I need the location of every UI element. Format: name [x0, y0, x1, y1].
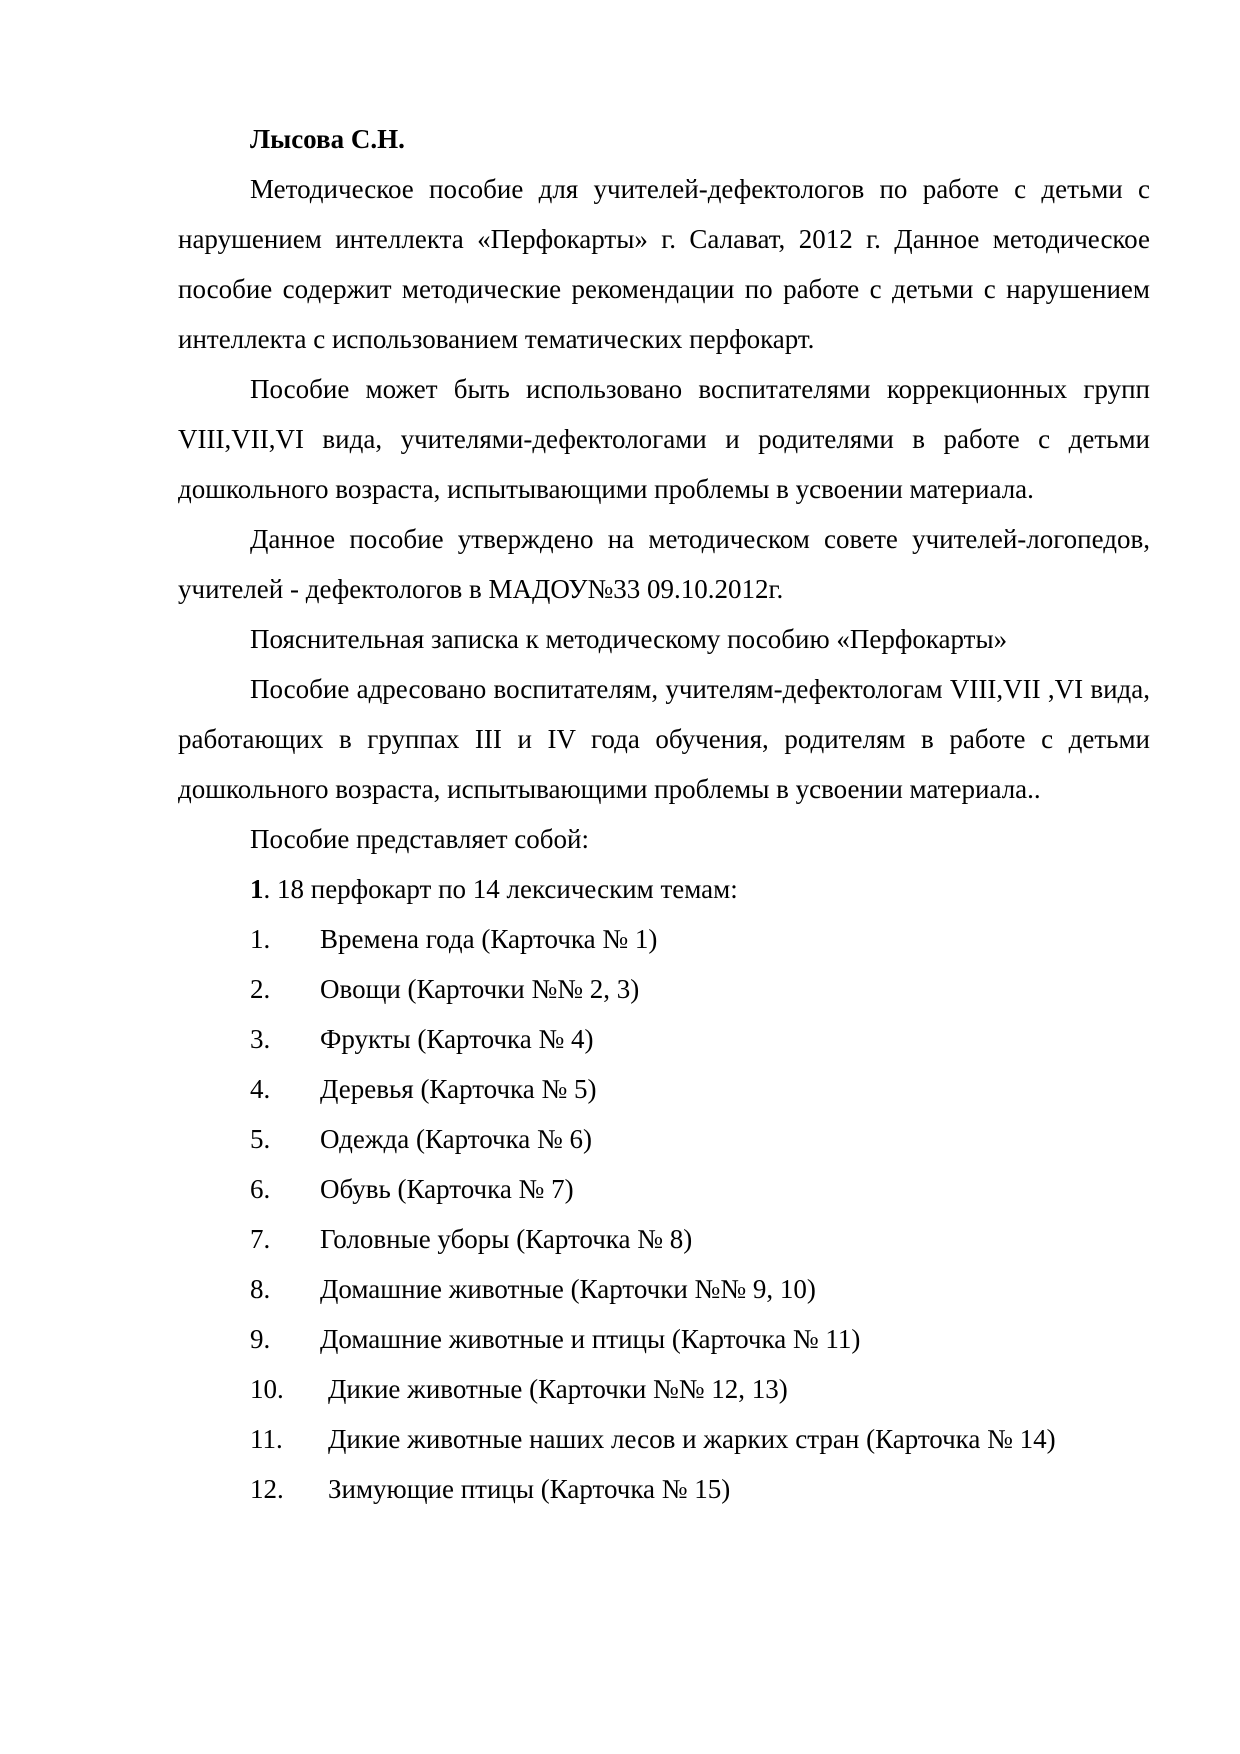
list-item-number: 5.: [250, 1124, 271, 1154]
list-item: [178, 1364, 1150, 1414]
list-item: [178, 964, 1150, 1014]
list-item: [178, 1214, 1150, 1264]
list-item-number: 11.: [250, 1424, 283, 1454]
list-item-number: 1.: [250, 924, 271, 954]
list-item-text: Одежда (Карточка № 6): [320, 1124, 593, 1154]
list-item-text: Фрукты (Карточка № 4): [320, 1024, 594, 1054]
list-item-number: 8.: [250, 1274, 271, 1304]
list-item-number: 2.: [250, 974, 271, 1004]
list-item-number: 9.: [250, 1324, 271, 1354]
list-item-text: Обувь (Карточка № 7): [320, 1174, 574, 1204]
list-item: [178, 1264, 1150, 1314]
list-item: [178, 1164, 1150, 1214]
intro-paragraph: Методическое пособие для учителей-дефектологов по работе с детьми с нарушением интеллекта «Перфокарты» г. Салават, 2012 г. Данное методическое пособие содержит методические рекомендации по работе с детьми с нарушением интеллекта с использованием тематических перфокарт.: [178, 174, 1150, 354]
list-item: [178, 1014, 1150, 1064]
list-item-number: 10.: [250, 1374, 284, 1404]
list-item: [178, 1114, 1150, 1164]
list-item-text: Головные уборы (Карточка № 8): [320, 1224, 693, 1254]
list-item-text: Дикие животные (Карточки №№ 12, 13): [328, 1374, 788, 1404]
note-title: Пояснительная записка к методическому пособию «Перфокарты»: [250, 624, 1008, 654]
list-item-text: Зимующие птицы (Карточка № 15): [328, 1474, 731, 1504]
list-item: [178, 1314, 1150, 1364]
list-item-number: 7.: [250, 1224, 271, 1254]
section-text: . 18 перфокарт по 14 лексическим темам:: [263, 874, 738, 904]
section-heading: [178, 864, 1150, 914]
approval-paragraph: Данное пособие утверждено на методическом совете учителей-логопедов, учителей - дефектологов в МАДОУ№33 09.10.2012г.: [178, 524, 1150, 604]
list-item-text: Деревья (Карточка № 5): [320, 1074, 597, 1104]
list-item-text: Домашние животные и птицы (Карточка № 11): [320, 1324, 861, 1354]
represents-line: Пособие представляет собой:: [250, 824, 589, 854]
addressed-paragraph: Пособие адресовано воспитателям, учителям-дефектологам VIII,VII ,VI вида, работающих в группах III и IV года обучения, родителям в работе с детьми дошкольного возраста, испытывающими проблемы в усвоении материала..: [178, 674, 1150, 804]
author-name: Лысова С.Н.: [250, 124, 405, 154]
section-number: 1: [250, 874, 264, 904]
list-item-text: Дикие животные наших лесов и жарких стран (Карточка № 14): [328, 1424, 1056, 1454]
list-item: [178, 1464, 1150, 1514]
document-body: [178, 114, 1150, 1514]
list-item: [178, 1064, 1150, 1114]
list-item-text: Овощи (Карточки №№ 2, 3): [320, 974, 640, 1004]
list-item-number: 4.: [250, 1074, 271, 1104]
list-item-number: 3.: [250, 1024, 271, 1054]
list-item: [178, 1414, 1150, 1464]
usage-paragraph: Пособие может быть использовано воспитателями коррекционных групп VIII,VII,VI вида, учителями-дефектологами и родителями в работе с детьми дошкольного возраста, испытывающими проблемы в усвоении материала.: [178, 374, 1150, 504]
list-item-text: Времена года (Карточка № 1): [320, 924, 658, 954]
list-item-number: 12.: [250, 1474, 284, 1504]
list-item: [178, 914, 1150, 964]
topic-list: [178, 914, 1150, 1514]
list-item-text: Домашние животные (Карточки №№ 9, 10): [320, 1274, 816, 1304]
list-item-number: 6.: [250, 1174, 271, 1204]
